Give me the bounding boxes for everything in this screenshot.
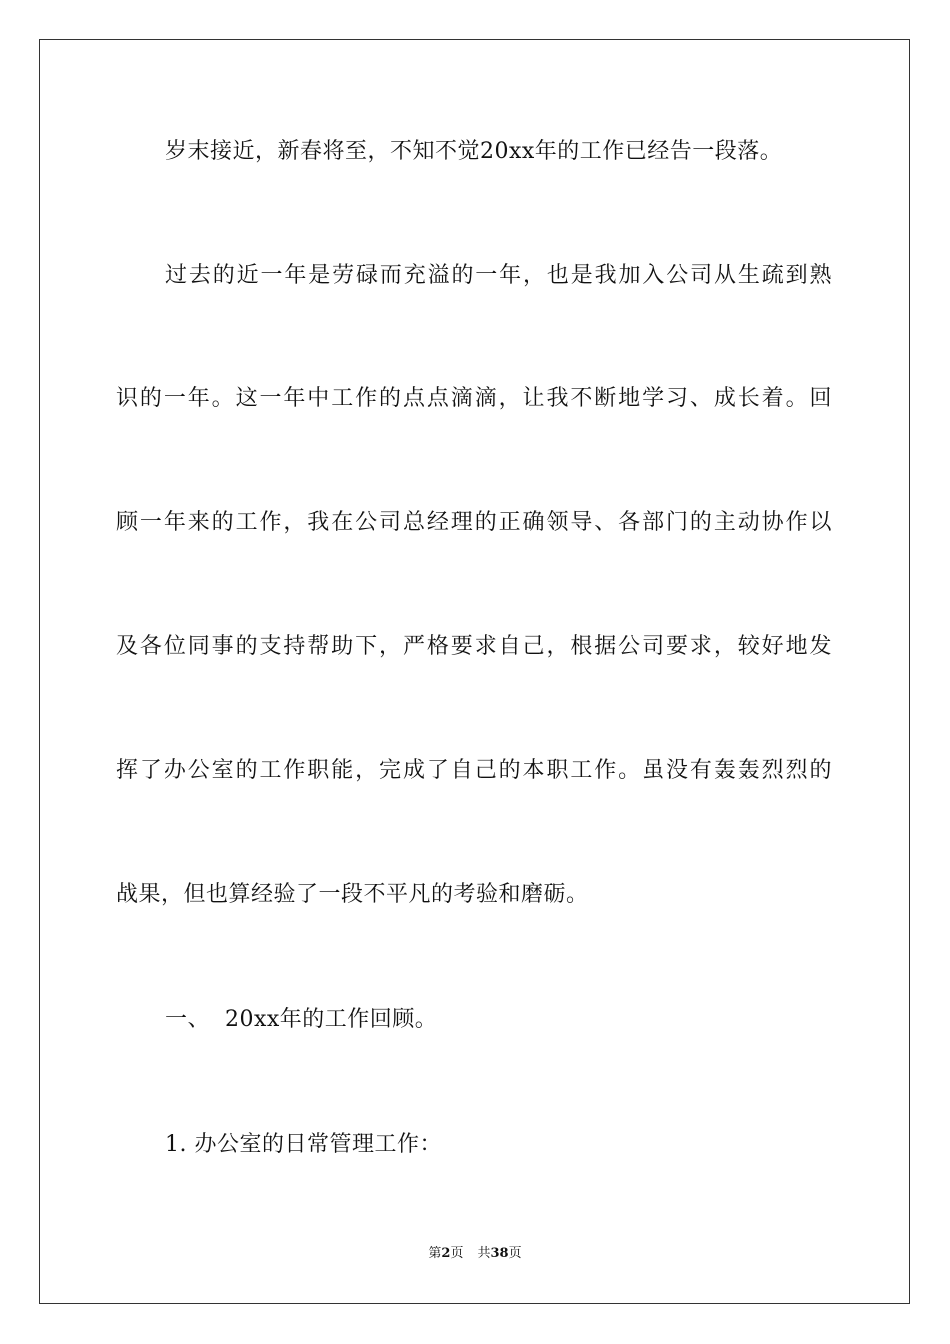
footer-total-prefix: 共: [477, 1246, 491, 1261]
section-heading: 一、 20xx年的工作回顾。: [165, 1007, 438, 1032]
subsection-heading: 1. 办公室的日常管理工作：: [165, 1132, 442, 1157]
footer-page-unit: 页: [450, 1246, 464, 1261]
paragraph-line-7: 战果，但也算经验了一段不平凡的考验和磨砺。: [116, 882, 589, 907]
footer-total-pages: 38: [490, 1246, 509, 1261]
paragraph-line-2: 过去的近一年是劳碌而充溢的一年，也是我加入公司从生疏到熟: [165, 263, 832, 288]
footer-total-unit: 页: [508, 1246, 522, 1261]
paragraph-line-1: 岁末接近，新春将至，不知不觉20xx年的工作已经告一段落。: [165, 139, 783, 164]
page-border: [39, 39, 910, 1304]
paragraph-line-5: 及各位同事的支持帮助下，严格要求自己，根据公司要求，较好地发: [116, 634, 832, 659]
footer-page-number: 2: [441, 1246, 451, 1261]
paragraph-line-3: 识的一年。这一年中工作的点点滴滴，让我不断地学习、成长着。回: [116, 386, 832, 411]
paragraph-line-4: 顾一年来的工作，我在公司总经理的正确领导、各部门的主动协作以: [116, 510, 832, 535]
page-footer: [0, 1245, 950, 1263]
paragraph-line-6: 挥了办公室的工作职能，完成了自己的本职工作。虽没有轰轰烈烈的: [116, 758, 832, 783]
footer-page-prefix: 第: [428, 1246, 442, 1261]
